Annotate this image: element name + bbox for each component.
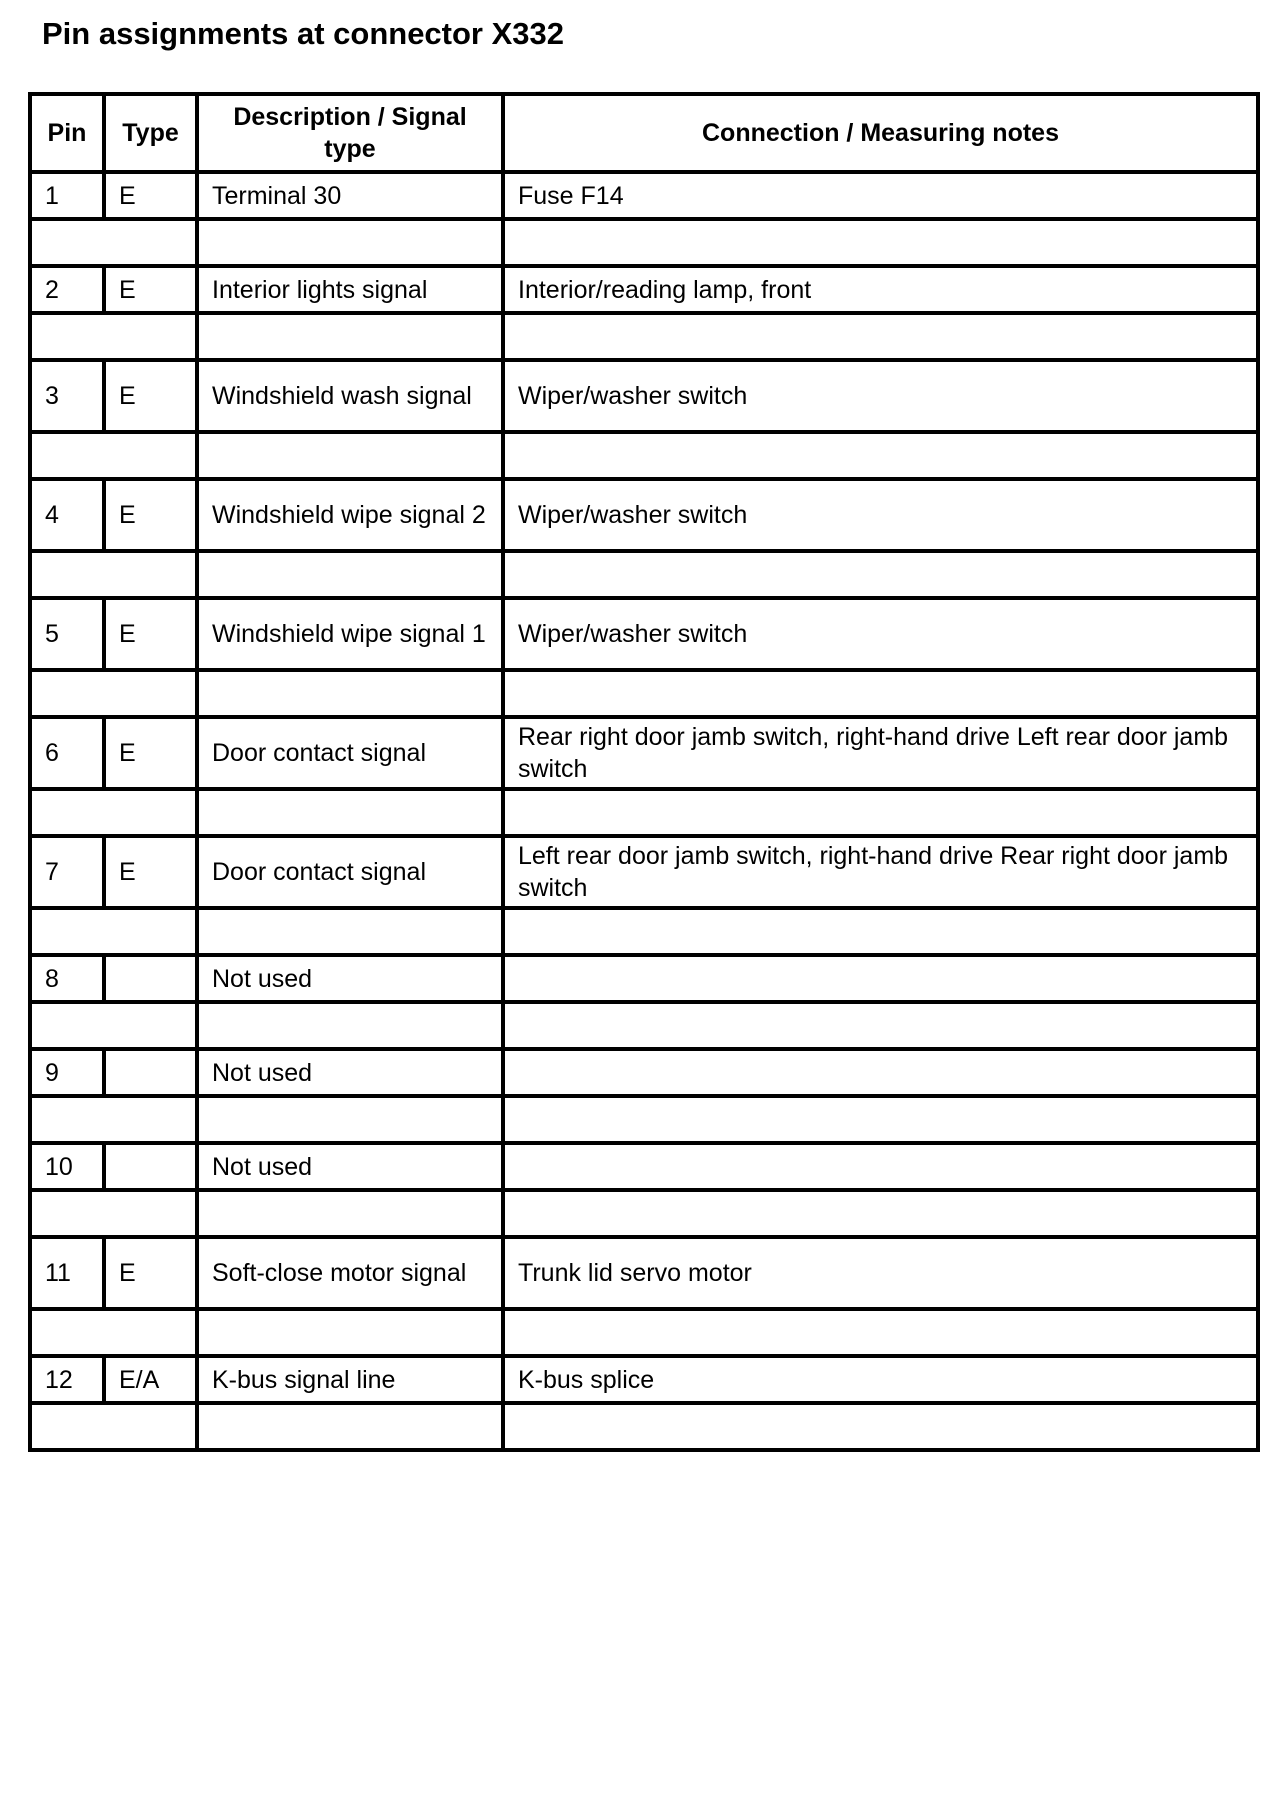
pin-cell: 6 [45, 739, 59, 767]
description-cell: K-bus signal line [195, 1358, 501, 1401]
table-row [32, 953, 1256, 1000]
header-pin: Pin [47, 119, 87, 147]
description-cell: Interior lights signal [195, 268, 501, 311]
empty-cell [195, 1004, 501, 1047]
description-cell: Door contact signal [195, 719, 501, 787]
spacer-row [32, 217, 1256, 264]
empty-cell [32, 1098, 195, 1141]
empty-cell [195, 221, 501, 264]
empty-cell [195, 791, 501, 834]
type-cell [102, 1051, 195, 1094]
empty-cell [501, 1192, 1256, 1235]
empty-cell [32, 1311, 195, 1354]
connection-cell: Rear right door jamb switch, right-hand drive Left rear door jamb switch [501, 719, 1256, 787]
type-cell: E [102, 174, 195, 217]
connection-cell [501, 1145, 1256, 1188]
spacer-row [32, 1188, 1256, 1235]
pin-cell: 1 [45, 181, 59, 210]
header-type: Type [102, 96, 195, 170]
empty-cell [501, 553, 1256, 596]
pin-cell: 2 [45, 275, 59, 304]
pin-cell: 8 [45, 964, 59, 993]
empty-cell [32, 1004, 195, 1047]
table-row [32, 1047, 1256, 1094]
table-row [32, 1235, 1256, 1307]
empty-cell [501, 1405, 1256, 1448]
empty-cell [195, 1311, 501, 1354]
empty-cell [32, 315, 195, 358]
empty-cell [32, 1192, 195, 1235]
pin-assignment-table [28, 92, 1260, 1452]
table-row [32, 477, 1256, 549]
connection-cell: Wiper/washer switch [501, 362, 1256, 430]
type-cell: E [102, 268, 195, 311]
connection-cell: Interior/reading lamp, front [501, 268, 1256, 311]
empty-cell [501, 672, 1256, 715]
empty-cell [195, 553, 501, 596]
spacer-row [32, 1401, 1256, 1448]
empty-cell [501, 315, 1256, 358]
table-row [32, 715, 1256, 787]
empty-cell [32, 1405, 195, 1448]
table-row [32, 596, 1256, 668]
spacer-row [32, 1000, 1256, 1047]
connection-cell: Fuse F14 [501, 174, 1256, 217]
empty-cell [195, 1405, 501, 1448]
type-cell: E/A [102, 1358, 195, 1401]
type-cell: E [102, 719, 195, 787]
type-cell: E [102, 362, 195, 430]
table-row [32, 264, 1256, 311]
header-connection: Connection / Measuring notes [501, 96, 1256, 170]
table-row [32, 170, 1256, 217]
spacer-row [32, 549, 1256, 596]
description-cell: Not used [195, 1145, 501, 1188]
spacer-row [32, 430, 1256, 477]
empty-cell [195, 910, 501, 953]
type-cell: E [102, 1239, 195, 1307]
empty-cell [501, 791, 1256, 834]
connection-cell [501, 1051, 1256, 1094]
connection-cell [501, 957, 1256, 1000]
description-cell: Door contact signal [195, 838, 501, 906]
type-cell [102, 957, 195, 1000]
description-cell: Not used [195, 957, 501, 1000]
spacer-row [32, 311, 1256, 358]
description-cell: Windshield wash signal [195, 362, 501, 430]
empty-cell [195, 1192, 501, 1235]
pin-cell: 7 [45, 858, 59, 886]
connection-cell: K-bus splice [501, 1358, 1256, 1401]
description-cell: Windshield wipe signal 1 [195, 600, 501, 668]
empty-cell [501, 1004, 1256, 1047]
table-row [32, 834, 1256, 906]
empty-cell [32, 434, 195, 477]
spacer-row [32, 1307, 1256, 1354]
description-cell: Not used [195, 1051, 501, 1094]
table-header-row [32, 96, 1256, 170]
empty-cell [195, 672, 501, 715]
connection-cell: Wiper/washer switch [501, 600, 1256, 668]
description-cell: Windshield wipe signal 2 [195, 481, 501, 549]
page-title: Pin assignments at connector X332 [42, 16, 565, 51]
connection-cell: Wiper/washer switch [501, 481, 1256, 549]
connection-cell: Trunk lid servo motor [501, 1239, 1256, 1307]
connection-cell: Left rear door jamb switch, right-hand drive Rear right door jamb switch [501, 838, 1256, 906]
type-cell: E [102, 838, 195, 906]
empty-cell [501, 1098, 1256, 1141]
spacer-row [32, 787, 1256, 834]
empty-cell [32, 791, 195, 834]
header-description: Description / Signal type [195, 96, 501, 170]
empty-cell [32, 221, 195, 264]
empty-cell [501, 434, 1256, 477]
empty-cell [32, 553, 195, 596]
pin-cell: 5 [45, 620, 59, 648]
description-cell: Terminal 30 [195, 174, 501, 217]
table-row [32, 1141, 1256, 1188]
table-row [32, 1354, 1256, 1401]
pin-cell: 3 [45, 382, 59, 410]
spacer-row [32, 906, 1256, 953]
type-cell: E [102, 481, 195, 549]
description-cell: Soft-close motor signal [195, 1239, 501, 1307]
spacer-row [32, 1094, 1256, 1141]
empty-cell [195, 315, 501, 358]
empty-cell [501, 910, 1256, 953]
pin-cell: 9 [45, 1058, 59, 1087]
pin-cell: 10 [45, 1152, 73, 1181]
pin-cell: 11 [45, 1259, 71, 1287]
empty-cell [501, 221, 1256, 264]
pin-cell: 12 [45, 1365, 73, 1394]
type-cell: E [102, 600, 195, 668]
empty-cell [32, 910, 195, 953]
type-cell [102, 1145, 195, 1188]
spacer-row [32, 668, 1256, 715]
table-row [32, 358, 1256, 430]
empty-cell [195, 1098, 501, 1141]
empty-cell [501, 1311, 1256, 1354]
empty-cell [32, 672, 195, 715]
pin-cell: 4 [45, 501, 59, 529]
empty-cell [195, 434, 501, 477]
